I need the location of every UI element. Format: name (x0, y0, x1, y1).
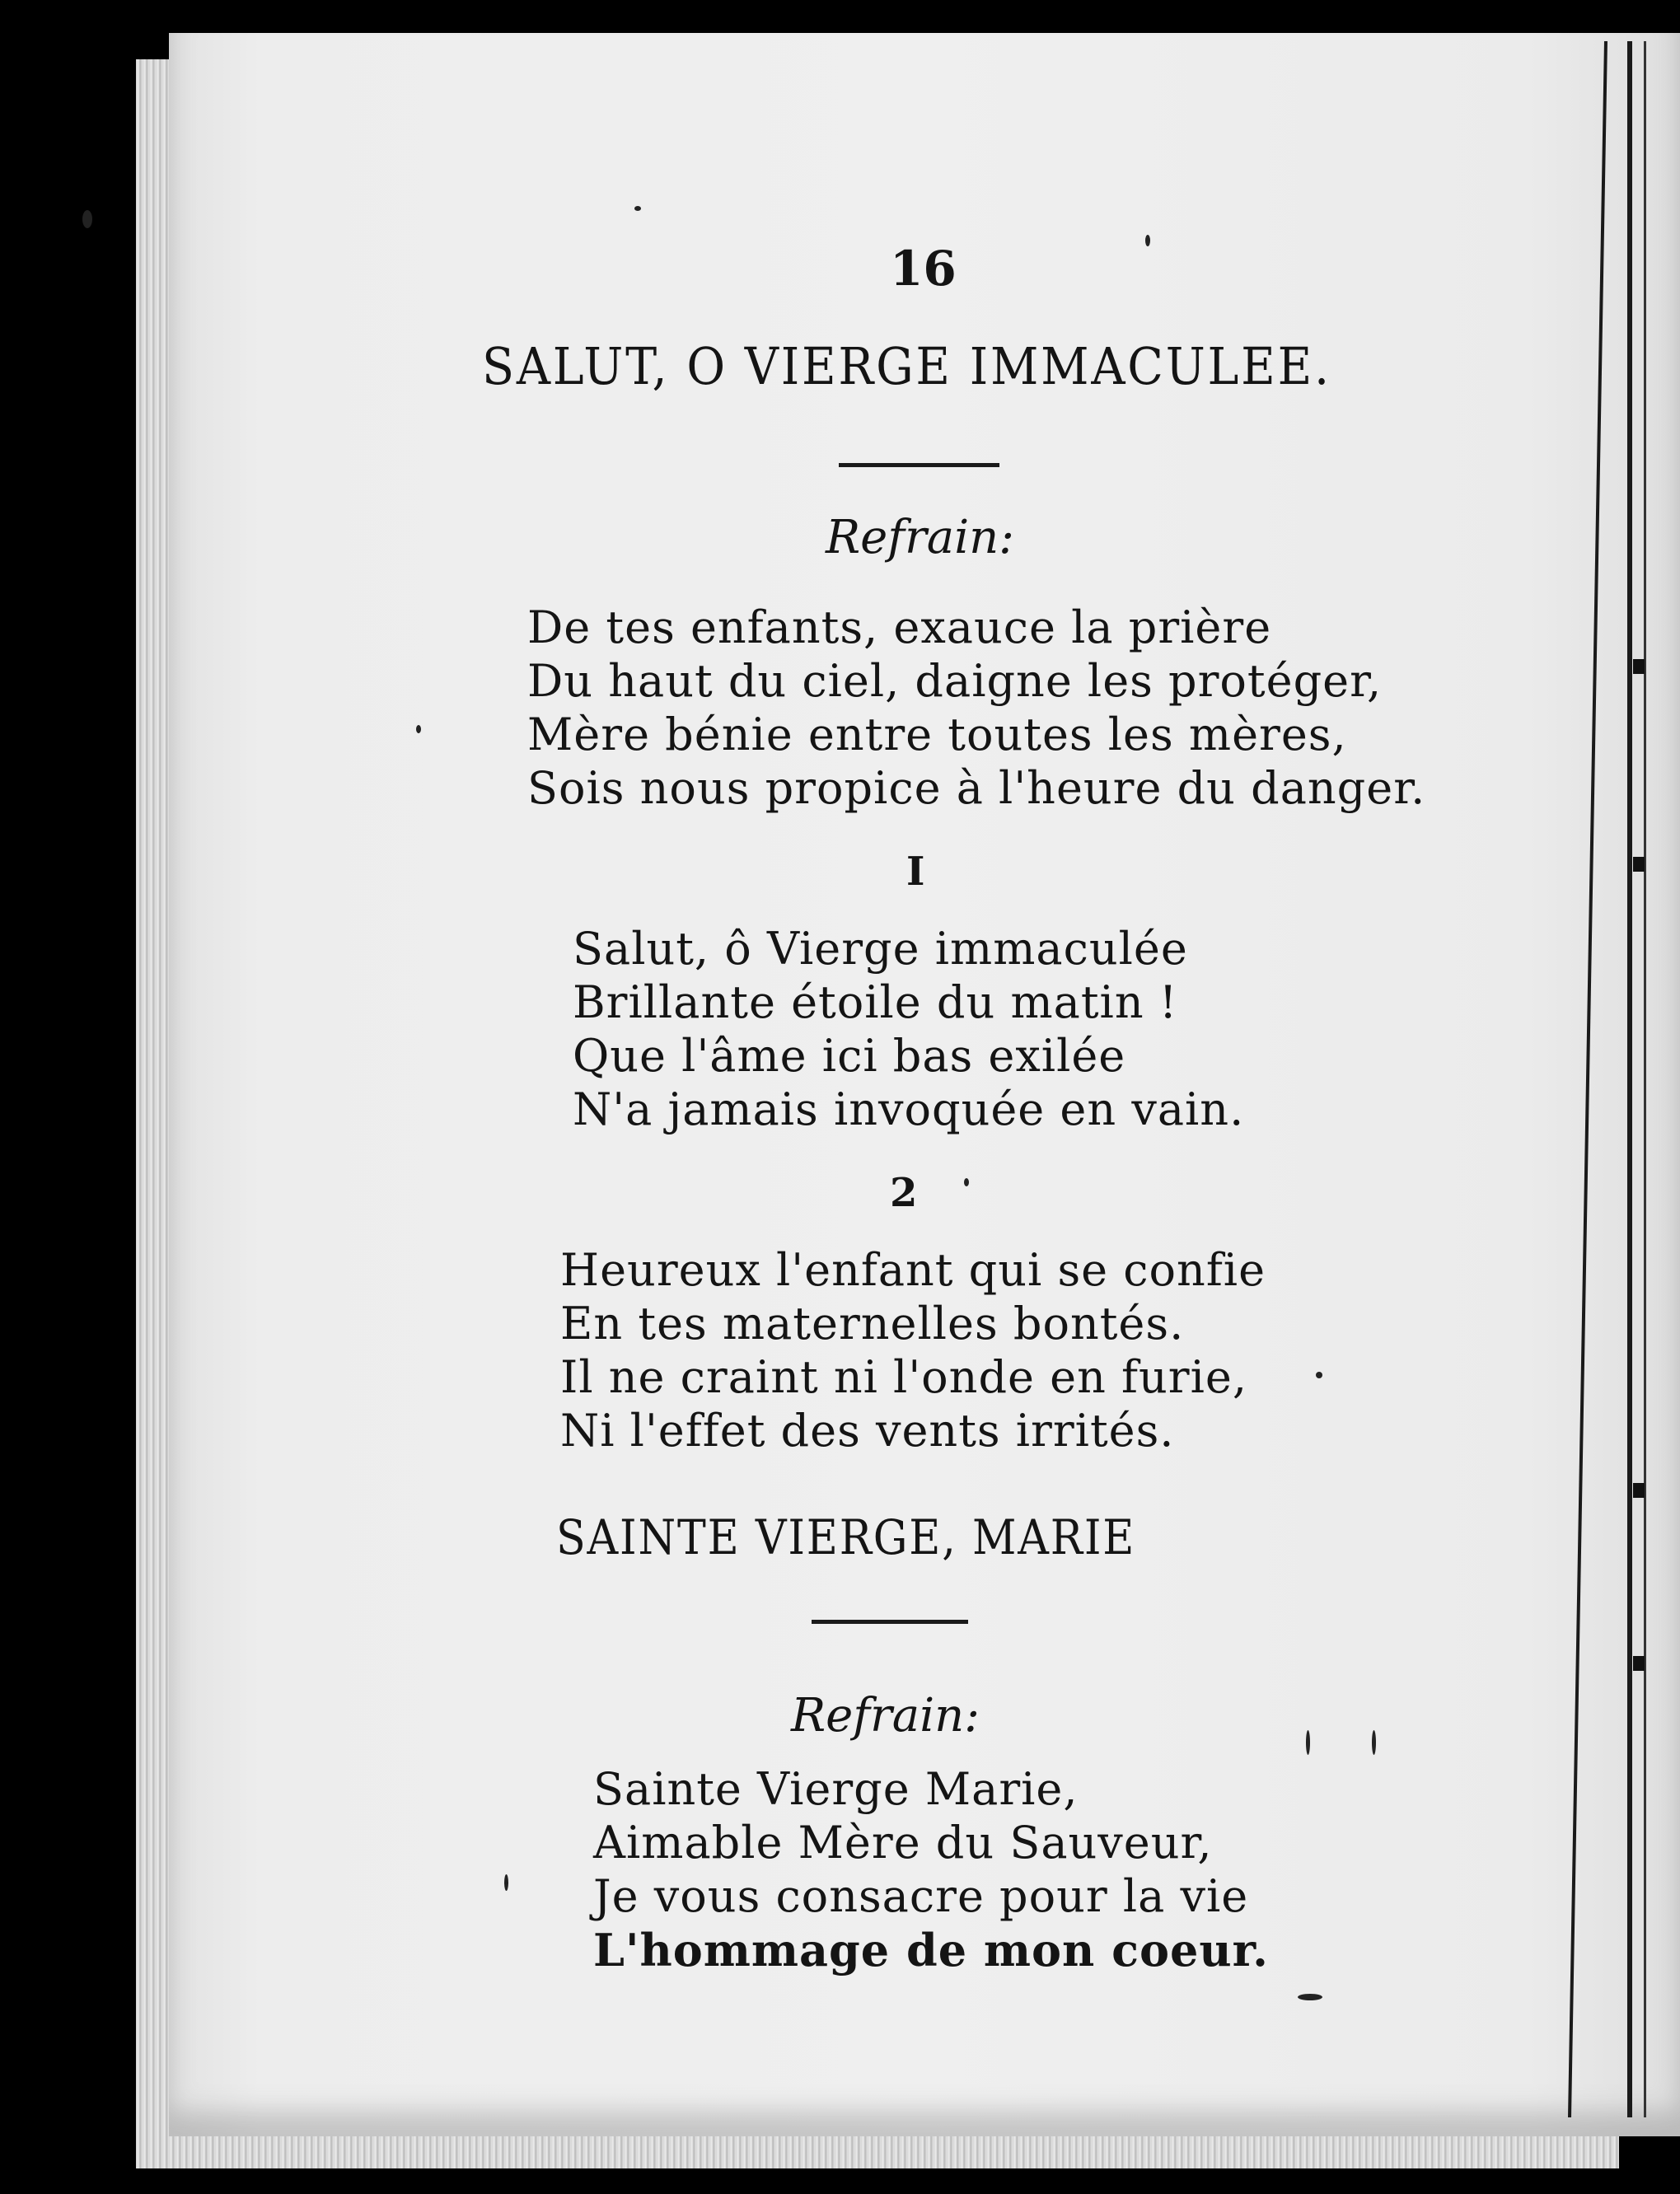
refrain-line: L'hommage de mon coeur. (593, 1924, 1269, 1976)
verse-number: 2 (890, 1170, 918, 1216)
refrain-line: De tes enfants, exauce la prière (527, 601, 1272, 653)
scan-speck (1145, 235, 1150, 246)
divider-rule (812, 1620, 968, 1624)
binding-stitch (1633, 1656, 1645, 1671)
refrain-line: Aimable Mère du Sauveur, (593, 1817, 1213, 1869)
binding-stitch (1633, 659, 1645, 674)
scan-speck (1372, 1730, 1376, 1755)
hymn-title: SALUT, O VIERGE IMMACULEE. (482, 336, 1331, 396)
verse-line: En tes maternelles bontés. (560, 1298, 1185, 1350)
scan-speck (82, 210, 92, 228)
verse-line: N'a jamais invoquée en vain. (573, 1083, 1245, 1135)
scan-speck (416, 725, 421, 733)
page-number: 16 (890, 241, 957, 297)
scan-speck (1298, 1994, 1322, 2000)
scan-speck (964, 1178, 969, 1186)
divider-rule (839, 463, 999, 467)
scan-speck (1306, 1730, 1310, 1755)
hymn-subtitle: SAINTE VIERGE, MARIE (556, 1509, 1136, 1565)
binding-line (1627, 41, 1632, 2117)
refrain-label: Refrain: (826, 511, 1015, 564)
binding-stitch (1633, 857, 1645, 872)
verse-line: Salut, ô Vierge immaculée (573, 923, 1188, 975)
binding-line (1644, 41, 1646, 2117)
refrain-line: Sainte Vierge Marie, (593, 1763, 1079, 1815)
refrain-label: Refrain: (791, 1689, 980, 1743)
refrain-line: Sois nous propice à l'heure du danger. (527, 762, 1426, 814)
verse-line: Il ne craint ni l'onde en furie, (560, 1351, 1248, 1403)
binding-stitch (1633, 1483, 1645, 1498)
verse-line: Brillante étoile du matin ! (573, 976, 1178, 1028)
scan-speck (634, 206, 641, 211)
scan-speck (1316, 1372, 1322, 1378)
verse-line: Ni l'effet des vents irrités. (560, 1405, 1175, 1457)
refrain-line: Mère bénie entre toutes les mères, (527, 709, 1347, 760)
verse-number: I (906, 849, 925, 895)
scan-speck (504, 1874, 508, 1891)
refrain-line: Du haut du ciel, daigne les protéger, (527, 655, 1383, 707)
verse-line: Heureux l'enfant qui se confie (560, 1244, 1266, 1296)
refrain-line: Je vous consacre pour la vie (593, 1870, 1249, 1922)
verse-line: Que l'âme ici bas exilée (573, 1030, 1126, 1082)
